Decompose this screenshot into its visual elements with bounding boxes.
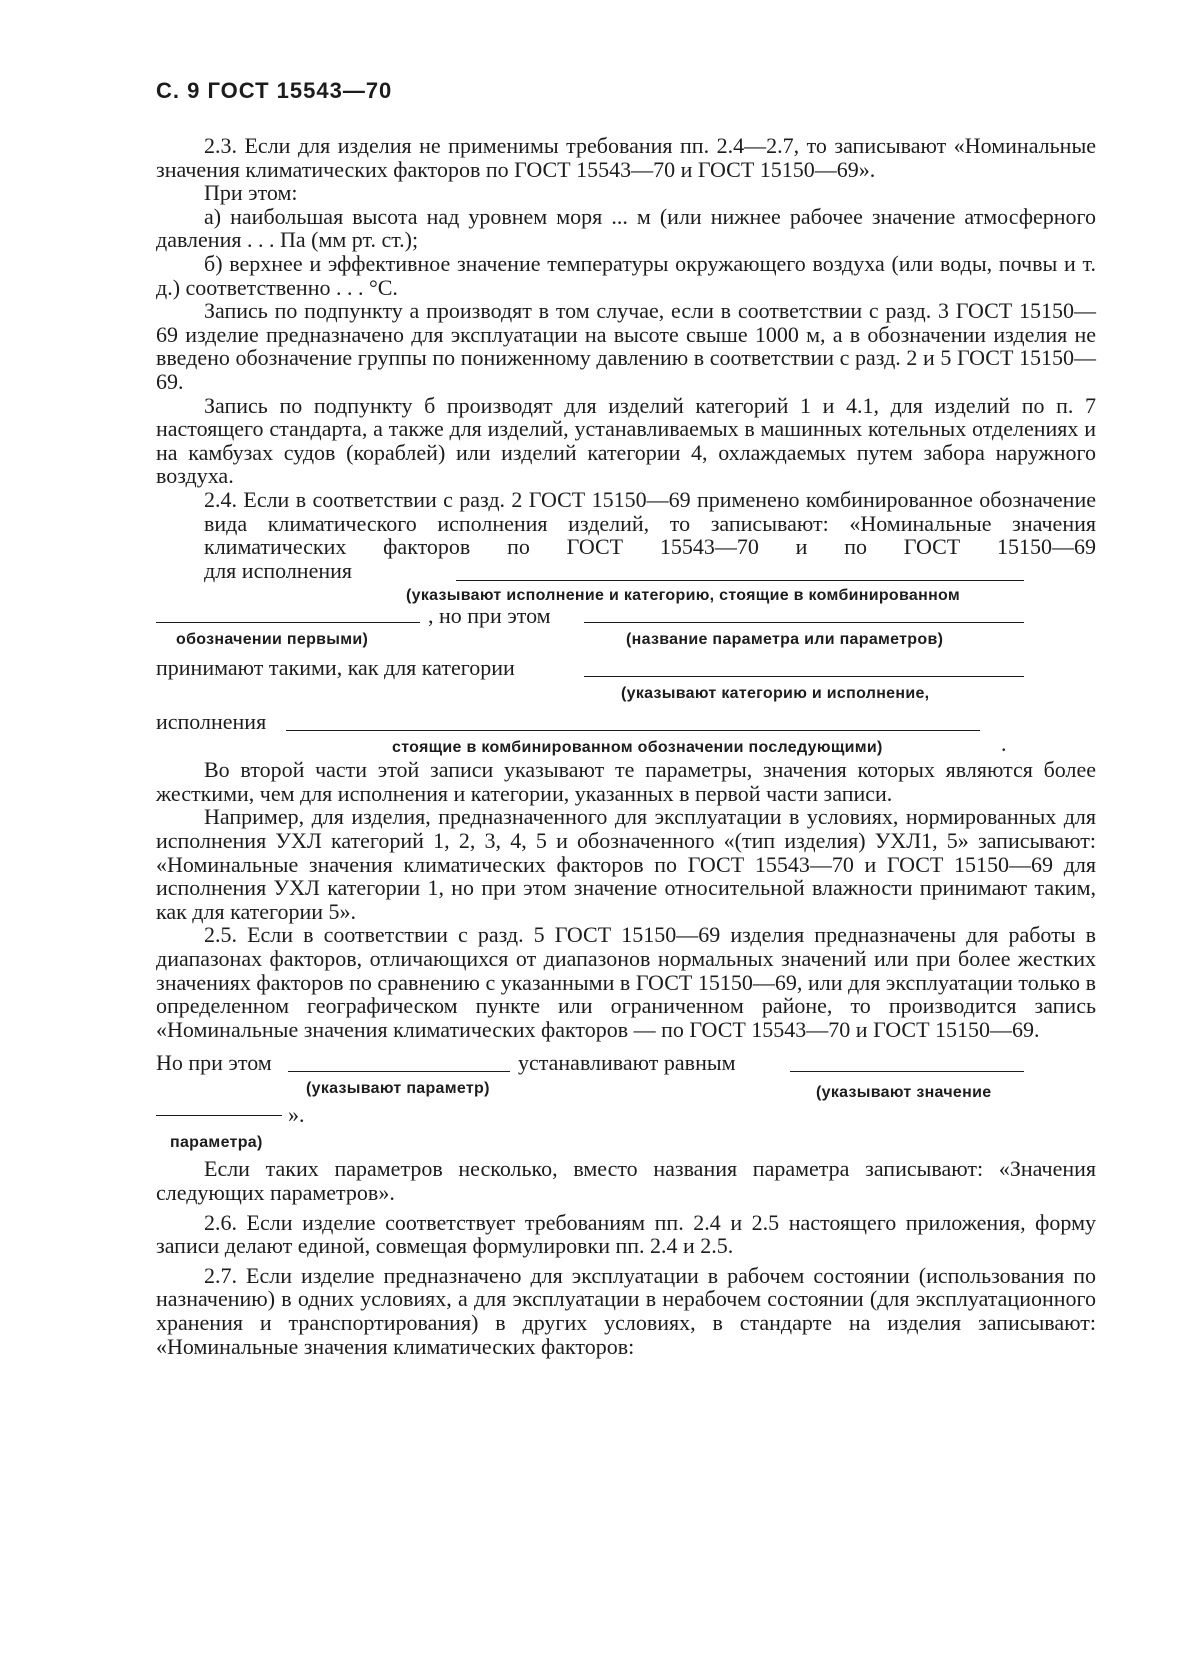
fill-in-line: [288, 1071, 510, 1072]
form2-close-quote: ».: [288, 1102, 305, 1128]
form1-caption-row-3: [156, 678, 1096, 704]
paragraph-2-4-line: 2.4. Если в соответствии с разд. 2 ГОСТ 15150—69 применено комбинированное обозначение: [204, 486, 1096, 512]
form1-caption-row-4: [156, 732, 1096, 758]
form2-caption-row: [156, 1073, 1096, 1103]
paragraph-2-4-line: для исполнения: [204, 557, 352, 583]
paragraph-2-7: 2.7. Если изделие предназначено для эксплуатации в рабочем состоянии (использования по назначению) в одних условиях, а для эксплуатации в нерабочем состоянии (для эксплуатационного хранения и транспортирования) в других условиях, в стандарте на изделия записывают: «Номинальные значения климатических факторов:: [156, 1262, 1096, 1359]
paragraph-zapis-b: Запись по подпункту б производят для изделий категорий 1 и 4.1, для изделий по п. 7 настоящего стандарта, а также для изделий, устанавливаемых в машинных котельных отделениях и на камбузах судов (кораблей) или изделий категории 4, охлаждаемых путем забора наружного воздуха.: [156, 392, 1096, 489]
form1-mid-text: , но при этом: [428, 603, 551, 629]
form1-lead-ispolneniya: исполнения: [156, 709, 267, 735]
page-header: С. 9 ГОСТ 15543—70: [156, 78, 393, 103]
paragraph-2-6: 2.6. Если изделие соответствует требованиям пп. 2.4 и 2.5 настоящего приложения, форму записи делают единой, совмещая формулировки пп. 2.4 и 2.5.: [156, 1209, 1096, 1259]
item-b: б) верхнее и эффективное значение температуры окружающего воздуха (или воды, почвы и т. д.) соответственно . . . °С.: [156, 250, 1096, 300]
paragraph-vo-vtoroi: Во второй части этой записи указывают те параметры, значения которых являются более жесткими, чем для исполнения и категории, указанных в первой части записи.: [156, 757, 1096, 806]
form1-lead-kategorii: принимают такими, как для категории: [156, 655, 515, 681]
paragraph-2-3: 2.3. Если для изделия не применимы требования пп. 2.4—2.7, то записывают «Номинальные значения климатических факторов по ГОСТ 15543—70 и ГОСТ 15150—69».: [156, 133, 1096, 182]
fill-in-line: [156, 622, 420, 623]
form1-row-3: [156, 655, 1096, 681]
caption-parametra: параметра): [170, 1134, 263, 1152]
form2-lead: Но при этом: [156, 1050, 272, 1076]
caption-nazvanie-parametra: (название параметра или параметров): [626, 631, 944, 649]
paragraph-esli-takih: Если таких параметров несколько, вместо названия параметра записывают: «Значения следующих параметров».: [156, 1156, 1096, 1205]
item-a: а) наибольшая высота над уровнем моря ... м (или нижнее рабочее значение атмосферного давления . . . Па (мм рт. ст.);: [156, 203, 1096, 253]
fill-in-line: [456, 580, 1024, 581]
form1-end-dot: .: [1001, 731, 1007, 757]
fill-in-line: [584, 676, 1024, 677]
form2-mid: устанавливают равным: [518, 1050, 736, 1076]
form1-row-2: [156, 603, 1096, 629]
form1-row-4: [156, 709, 1096, 735]
paragraph-zapis-a: Запись по подпункту а производят в том случае, если в соответствии с разд. 3 ГОСТ 15150—69 изделие предназначено для эксплуатации на высоте свыше 1000 м, а в обозначении изделия не введено обозначение группы по пониженному давлению в соответствии с разд. 2 и 5 ГОСТ 15150—69.: [156, 298, 1096, 394]
paragraph-naprimer: Например, для изделия, предназначенного для эксплуатации в условиях, нормированных для исполнения УХЛ категорий 1, 2, 3, 4, 5 и обозначенного «(тип изделия) УХЛ1, 5» записывают: «Номинальные значения климатических факторов по ГОСТ 15543—70 и ГОСТ 15150—69 для исполнения УХЛ категории 1, но при этом значение относительной влажности принимают таким, как для категории 5».: [156, 804, 1096, 924]
fill-in-line: [286, 730, 980, 731]
caption-ispolnenie-kategoriya: (указывают исполнение и категорию, стоящие в комбинированном: [406, 587, 961, 605]
document-body: [156, 134, 1096, 1358]
fill-in-line: [156, 1115, 282, 1116]
caption-kategoriya-ispolnenie: (указывают категорию и исполнение,: [621, 685, 930, 703]
paragraph-pri-etom: При этом:: [204, 180, 298, 206]
caption-ukazyvayut-parametr: (указывают параметр): [306, 1080, 490, 1098]
form2-row-1: [156, 1050, 1096, 1076]
fill-in-line: [790, 1071, 1024, 1072]
form1-caption-row-2: [156, 626, 1096, 650]
paragraph-2-5: 2.5. Если в соответствии с разд. 5 ГОСТ 15150—69 изделия предназначены для работы в диапазонах факторов, отличающихся от диапазонов нормальных значений или при более жестких значениях факторов по сравнению с указанными в ГОСТ 15150—69, или для эксплуатации только в определенном географическом пункте или ограниченном районе, то производится запись «Номинальные значения климатических факторов — по ГОСТ 15543—70 и ГОСТ 15150—69.: [156, 922, 1096, 1042]
paragraph-2-4: [156, 488, 1096, 582]
caption-posleduyushchimi: стоящие в комбинированном обозначении последующими): [392, 739, 883, 757]
form1-caption-row: [156, 582, 1096, 604]
fill-in-line: [584, 622, 1024, 623]
paragraph-2-4-line: вида климатического исполнения изделий, то записывают: «Номинальные значения: [204, 510, 1096, 536]
form2-caption-row-2: [156, 1129, 1096, 1157]
paragraph-2-4-line: климатических факторов по ГОСТ 15543—70 и по ГОСТ 15150—69: [204, 534, 1096, 560]
caption-oboznachenii-pervymi: обозначении первыми): [176, 631, 369, 649]
form2-row-2: [156, 1103, 1096, 1129]
caption-ukazyvayut-znachenie: (указывают значение: [816, 1084, 992, 1102]
